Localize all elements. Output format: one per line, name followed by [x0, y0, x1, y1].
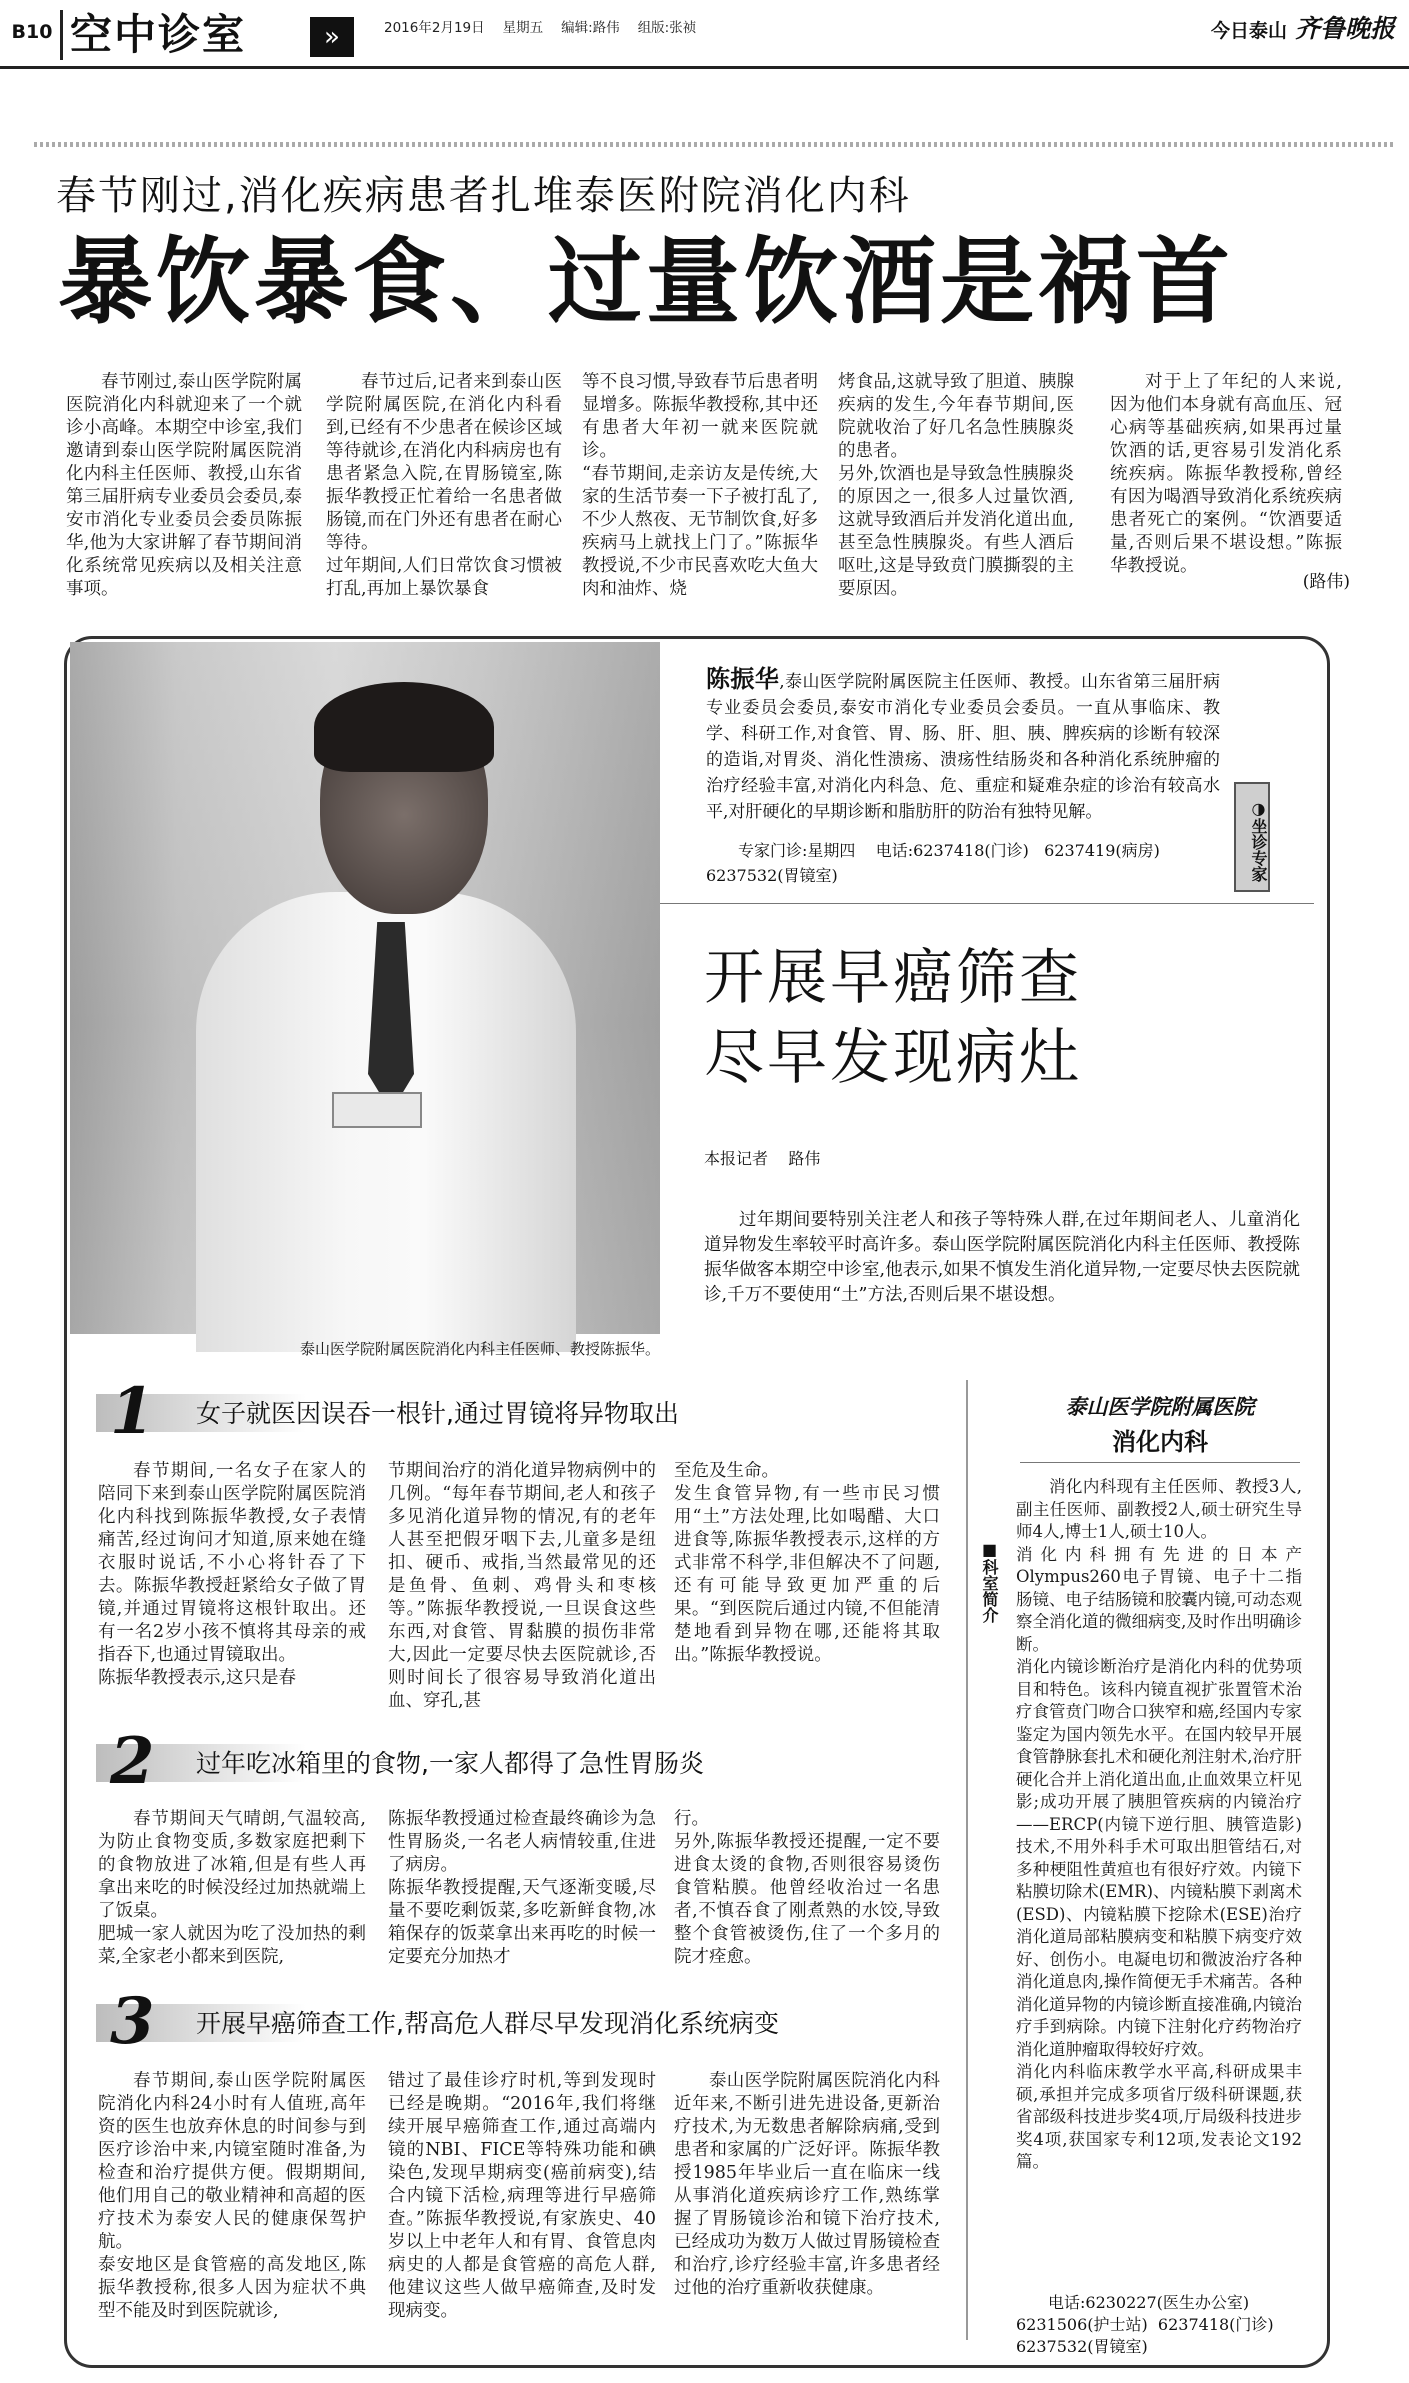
article-signature: (路伟) [1302, 572, 1350, 592]
article-title-line-1: 开展早癌筛查 [704, 943, 1082, 1013]
hospital-name: 泰山医学院附属医院 [1065, 1394, 1255, 1419]
section-1-col-1: 春节期间,一名女子在家人的陪同下来到泰山医学院附属医院消化内科找到陈振华教授,女子表情痛苦,经过询问才知道,原来她在缝衣服时说话,不小心将针吞了下去。陈振华教授赶紧给女子做了胃镜,并通过胃镜将这根针取出。还有一名2岁小孩不慎将其母亲的戒指吞下,也通过胃镜取出。 陈振华教授表示,这只是春 [98, 1461, 366, 1688]
section-2-col-1: 春节期间天气晴朗,气温较高,为防止食物变质,多数家庭把剩下的食物放进了冰箱,但是有些人再拿出来吃的时候没经过加热就端上了饭桌。 肥城一家人就因为吃了没加热的剩菜,全家老小都来到医院, [98, 1809, 366, 1967]
byline: 本报记者 路伟 [704, 1149, 821, 1168]
clinic-contact-line-1: 专家门诊:星期四 电话:6237418(门诊) 6237419(病房) [738, 841, 1160, 860]
clinic-contact [706, 838, 1220, 888]
layout-credit: 组版:张祯 [637, 20, 697, 36]
double-chevron-icon: » [310, 17, 354, 57]
department-phone-3: 6237532(胃镜室) [1016, 2337, 1148, 2356]
top-article-col-4: 烤食品,这就导致了胆道、胰腺疾病的发生,今年春节期间,医院就收治了好几名急性胰腺炎的患者。 另外,饮酒也是导致急性胰腺炎的原因之一,很多人过量饮酒,这就导致酒后并发消化道出血,甚至急性胰腺炎。有些人酒后呕吐,这是导致贲门膜撕裂的主要原因。 [838, 372, 1074, 599]
photo-caption: 泰山医学院附属医院消化内科主任医师、教授陈振华。 [299, 1340, 660, 1358]
article-intro: 过年期间要特别关注老人和孩子等特殊人群,在过年期间老人、儿童消化道异物发生率较平时高许多。泰山医学院附属医院消化内科主任医师、教授陈振华做客本期空中诊室,他表示,如果不慎发生消化道异物,一定要尽快去医院就诊,千万不要使用“土”方法,否则后果不堪设想。 [704, 1210, 1300, 1305]
article-title [704, 944, 1264, 1092]
brand-edition: 今日泰山 [1210, 20, 1287, 42]
dept-intro-tag: ■科室简介 [980, 1540, 999, 1623]
doctor-bio [706, 666, 1220, 825]
sidebar-divider [966, 1380, 968, 2340]
issue-weekday: 星期五 [502, 20, 544, 36]
hair [314, 682, 494, 772]
department-phone-2: 6231506(护士站) 6237418(门诊) [1016, 2315, 1274, 2334]
section-2-col-2: 陈振华教授通过检查最终确诊为急性胃肠炎,一名老人病情较重,住进了病房。 陈振华教授提醒,天气逐渐变暖,尽量不要吃剩饭菜,多吃新鲜食物,冰箱保存的饭菜拿出来再吃的时候一定要充分加热才 [388, 1809, 656, 1967]
doctor-name: 陈振华 [706, 664, 780, 693]
clinic-contact-line-2: 6237532(胃镜室) [706, 866, 838, 885]
section-1-col-2: 节期间治疗的消化道异物病例中的几例。“每年春节期间,老人和孩子多见消化道异物的情况,有的老年人甚至把假牙咽下去,儿童多是纽扣、硬币、戒指,当然最常见的还是鱼骨、鱼刺、鸡骨头和枣核等。”陈振华教授说,一旦误食这些东西,对食管、胃黏膜的损伤非常大,因此一定要尽快去医院就诊,否则时间长了很容易导致消化道出血、穿孔,甚 [388, 1461, 656, 1711]
top-article-col-2: 春节过后,记者来到泰山医学院附属医院,在消化内科看到,已经有不少患者在候诊区域等待就诊,在消化内科病房也有患者紧急入院,在胃肠镜室,陈振华教授正忙着给一名患者做肠镜,而在门外还有患者在耐心等待。 过年期间,人们日常饮食习惯被打乱,再加上暴饮暴食 [326, 372, 562, 599]
section-1-title: 女子就医因误吞一根针,通过胃镜将异物取出 [196, 1399, 679, 1428]
section-1-col-3: 至危及生命。 发生食管异物,有一些市民习惯用“土”方法处理,比如喝醋、大口进食等,陈振华教授表示,这样的方式非常不科学,非但解决不了问题,还有可能导致更加严重的后果。“到医院后通过内镜,不但能清楚地看到异物在哪,还能将其取出。”陈振华教授说。 [674, 1461, 940, 1665]
article-title-line-2: 尽早发现病灶 [704, 1023, 1082, 1093]
page-number: B10 [11, 21, 53, 43]
doctor-portrait [70, 642, 660, 1334]
doctor-bio-text: ,泰山医学院附属医院主任医师、教授。山东省第三届肝病专业委员会委员,泰安市消化专业委员会委员。一直从事临床、教学、科研工作,对食管、胃、肠、肝、胆、胰、脾疾病的诊断有较深的造诣,对胃炎、消化性溃疡、溃疡性结肠炎和各种消化系统肿瘤的治疗经验丰富,对消化内科急、危、重症和疑难杂症的诊治有较高水平,对肝硬化的早期诊断和脂肪肝的防治有独特见解。 [706, 672, 1221, 822]
header-divider [60, 10, 63, 60]
section-3-col-3: 泰山医学院附属医院消化内科近年来,不断引进先进设备,更新治疗技术,为无数患者解除病痛,受到患者和家属的广泛好评。陈振华教授1985年毕业后一直在临床一线从事消化道疾病诊疗工作,熟练掌握了胃肠镜诊治和镜下治疗技术,已经成功为数万人做过胃肠镜检查和治疗,诊疗经验丰富,许多患者经过他的治疗重新收获健康。 [674, 2071, 940, 2298]
department-intro-text: 消化内科现有主任医师、教授3人,副主任医师、副教授2人,硕士研究生导师4人,博士1人,硕士10人。 消化内科拥有先进的日本产Olympus260电子胃镜、电子十二指肠镜、电子结肠镜和胶囊内镜,可动态观察全消化道的微细病变,及时作出明确诊断。 消化内镜诊断治疗是消化内科的优势项目和特色。该科内镜直视扩张置管术治疗食管贲门吻合口狭窄和癌,经国内专家鉴定为国内领先水平。在国内较早开展食管静脉套扎术和硬化剂注射术,治疗肝硬化合并上消化道出血,止血效果立杆见影;成功开展了胰胆管疾病的内镜治疗——ERCP(内镜下逆行胆、胰管造影)技术,不用外科手术可取出胆管结石,对多种梗阻性黄疸也有很好疗效。内镜下粘膜切除术(EMR)、内镜粘膜下剥离术(ESD)、内镜粘膜下挖除术(ESE)治疗消化道局部粘膜病变和粘膜下病变疗效好、创伤小。电凝电切和微波治疗各种消化道息肉,操作简便无手术痛苦。各种消化道异物的内镜诊断直接准确,内镜治疗手到病除。内镜下注射化疗药物治疗消化道肿瘤取得较好疗效。 消化内科临床教学水平高,科研成果丰硕,承担并完成多项省厅级科研课题,获省部级科技进步奖4项,厅局级科技进步奖4项,获国家专利12项,发表论文192篇。 [1016, 1477, 1302, 2171]
dept-rule [1020, 1462, 1300, 1463]
department-phones [1016, 2292, 1306, 2358]
section-3-col-2: 错过了最佳诊疗时机,等到发现时已经是晚期。“2016年,我们将继续开展早癌筛查工作,通过高端内镜的NBI、FICE等特殊功能和碘染色,发现早期病变(癌前病变),结合内镜下活检,病理等进行早癌筛查。”陈振华教授说,有家族史、40岁以上中老年人和有胃、食管息肉病史的人都是食管癌的高危人群,他建议这些人做早癌筛查,及时发现病变。 [388, 2071, 656, 2321]
name-badge [332, 1092, 422, 1128]
sub-headline: 春节刚过,消化疾病患者扎堆泰医附院消化内科 [56, 173, 911, 219]
top-article-col-1: 春节刚过,泰山医学院附属医院消化内科就迎来了一个就诊小高峰。本期空中诊室,我们邀请到泰山医学院附属医院消化内科主任医师、教授,山东省第三届肝病专业委员会委员,泰安市消化专业委员会委员陈振华,他为大家讲解了春节期间消化系统常见疾病以及相关注意事项。 [66, 372, 302, 599]
section-1-number: 1 [110, 1374, 155, 1449]
editor-credit: 编辑:路伟 [561, 20, 620, 36]
section-2-title: 过年吃冰箱里的食物,一家人都得了急性胃肠炎 [196, 1749, 704, 1778]
section-2-col-3: 行。 另外,陈振华教授还提醒,一定不要进食太烫的食物,否则很容易烫伤食管粘膜。他曾经收治过一名患者,不慎吞食了刚煮熟的水饺,导致整个食管被烫伤,住了一个多月的院才痊愈。 [674, 1809, 940, 1967]
bio-divider [660, 903, 1314, 904]
section-2-number: 2 [110, 1724, 155, 1799]
department-name: 消化内科 [1112, 1428, 1208, 1456]
top-article-col-5: 对于上了年纪的人来说,因为他们本身就有高血压、冠心病等基础疾病,如果再过量饮酒的话,更容易引发消化系统疾病。陈振华教授称,曾经有因为喝酒导致消化系统疾病患者死亡的案例。“饮酒要适量,否则后果不堪设想。”陈振华教授说。 [1110, 372, 1342, 576]
section-3-title: 开展早癌筛查工作,帮高危人群尽早发现消化系统病变 [196, 2009, 779, 2038]
department-phone-1: 电话:6230227(医生办公室) [1048, 2293, 1250, 2312]
newspaper-brand [1095, 14, 1395, 46]
section-3-number: 3 [110, 1984, 155, 2059]
sitting-expert-tag: ◑坐诊专家 [1234, 782, 1270, 892]
issue-date: 2016年2月19日 [384, 20, 485, 36]
main-headline: 暴饮暴食、过量饮酒是祸首 [58, 228, 1235, 337]
section-3-col-1: 春节期间,泰山医学院附属医院消化内科24小时有人值班,高年资的医生也放弃休息的时间参与到医疗诊治中来,内镜室随时准备,为检查和治疗提供方便。假期期间,他们用自己的敬业精神和高超的医疗技术为泰安人民的健康保驾护航。 泰安地区是食管癌的高发地区,陈振华教授称,很多人因为症状不典型不能及时到医院就诊, [98, 2071, 366, 2321]
header-meta [384, 18, 714, 38]
brand-logo: 齐鲁晚报 [1294, 14, 1395, 43]
column-name: 空中诊室 [70, 10, 247, 59]
top-article-col-3: 等不良习惯,导致春节后患者明显增多。陈振华教授称,其中还有患者大年初一就来医院就诊。 “春节期间,走亲访友是传统,大家的生活节奏一下子被打乱了,不少人熬夜、无节制饮食,好多疾病马上就找上门了。”陈振华教授说,不少市民喜欢吃大鱼大肉和油炸、烧 [582, 372, 818, 599]
dashed-divider [34, 142, 1394, 147]
header-rule [0, 66, 1409, 69]
